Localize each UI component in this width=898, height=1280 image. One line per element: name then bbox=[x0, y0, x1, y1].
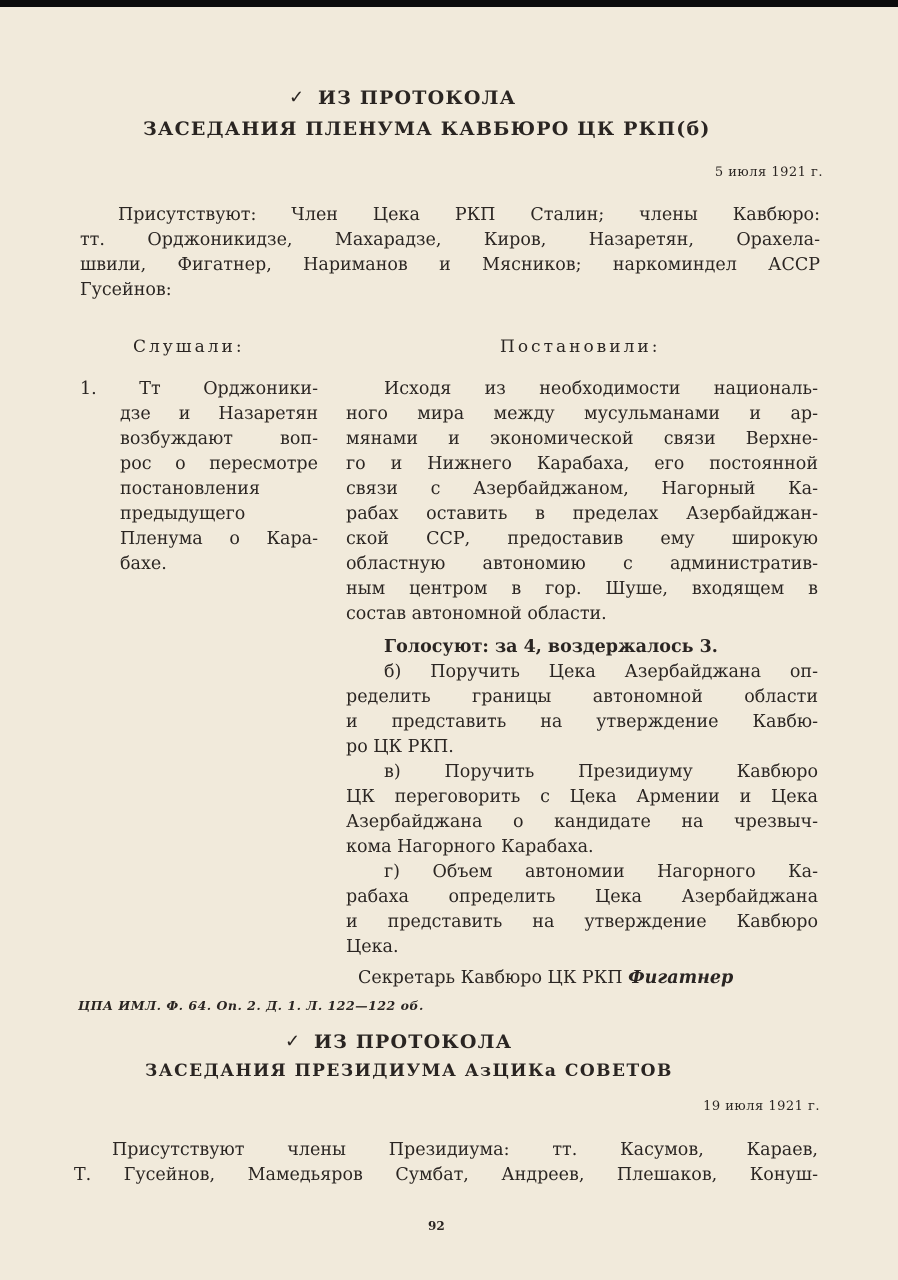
resolved-line: ным центром в гор. Шуше, входящем в bbox=[346, 579, 818, 599]
archive-reference: ЦПА ИМЛ. Ф. 64. Оп. 2. Д. 1. Л. 122—122 об. bbox=[78, 998, 424, 1013]
heard-line: возбуждают воп- bbox=[120, 429, 318, 449]
doc1-date: 5 июля 1921 г. bbox=[714, 165, 823, 180]
resolved-line: состав автономной области. bbox=[346, 604, 607, 624]
heard-line: Пленума о Кара- bbox=[120, 529, 318, 549]
item-b-line: б) Поручить Цека Азербайджана оп- bbox=[384, 662, 818, 682]
resolved-line: областную автономию с административ- bbox=[346, 554, 818, 574]
item-v-line: кома Нагорного Карабаха. bbox=[346, 837, 594, 857]
present-line: тт. Орджоникидзе, Махарадзе, Киров, Назаретян, Орахела- bbox=[80, 230, 820, 250]
item-g-line: г) Объем автономии Нагорного Ка- bbox=[384, 862, 818, 882]
item-b-line: ро ЦК РКП. bbox=[346, 737, 454, 757]
heard-line: дзе и Назаретян bbox=[120, 404, 318, 424]
present-line: Присутствуют члены Президиума: тт. Касумов, Караев, bbox=[112, 1140, 818, 1160]
heard-line: предыдущего bbox=[120, 504, 246, 524]
item-g-line: и представить на утверждение Кавбюро bbox=[346, 912, 818, 932]
secretary-title: Секретарь Кавбюро ЦК РКП bbox=[358, 968, 623, 988]
secretary-line bbox=[358, 966, 733, 991]
item-v-line: в) Поручить Президиуму Кавбюро bbox=[384, 762, 818, 782]
heard-line: постановления bbox=[120, 479, 261, 499]
item-b-line: и представить на утверждение Кавбю- bbox=[346, 712, 818, 732]
doc1-title-line1: ИЗ ПРОТОКОЛА bbox=[318, 87, 517, 109]
resolved-line: ской ССР, предоставив ему широкую bbox=[346, 529, 818, 549]
top-border bbox=[0, 0, 898, 7]
doc1-present-paragraph bbox=[80, 203, 820, 303]
doc2-date: 19 июля 1921 г. bbox=[703, 1099, 820, 1114]
page-number: 92 bbox=[428, 1219, 445, 1233]
present-line: Присутствуют: Член Цека РКП Сталин; члены Кавбюро: bbox=[118, 205, 820, 225]
item-g-line: рабаха определить Цека Азербайджана bbox=[346, 887, 818, 907]
resolved-line: ного мира между мусульманами и ар- bbox=[346, 404, 818, 424]
item-g-line: Цека. bbox=[346, 937, 399, 957]
document-page bbox=[0, 7, 898, 1280]
resolved-line: мянами и экономической связи Верхне- bbox=[346, 429, 818, 449]
resolved-line: рабах оставить в пределах Азербайджан- bbox=[346, 504, 818, 524]
vote-line: Голосуют: за 4, воздержалось 3. bbox=[384, 637, 718, 657]
resolved-line: Исходя из необходимости националь- bbox=[384, 379, 818, 399]
item-v-line: Азербайджана о кандидате на чрезвыч- bbox=[346, 812, 818, 832]
present-line: Т. Гусейнов, Мамедьяров Сумбат, Андреев, Плешаков, Конуш- bbox=[74, 1165, 818, 1185]
doc2-title-line1: ИЗ ПРОТОКОЛА bbox=[314, 1031, 513, 1053]
heard-line: 1. Тт Орджоники- bbox=[80, 379, 318, 399]
heard-line: бахе. bbox=[120, 554, 167, 574]
checkmark-icon: ✓ bbox=[285, 1031, 301, 1052]
item-b-line: ределить границы автономной области bbox=[346, 687, 818, 707]
secretary-name: Фигатнер bbox=[628, 968, 734, 988]
present-line: швили, Фигатнер, Нариманов и Мясников; наркоминдел АССР bbox=[80, 255, 820, 275]
item-v-line: ЦК переговорить с Цека Армении и Цека bbox=[346, 787, 818, 807]
resolved-line: го и Нижнего Карабаха, его постоянной bbox=[346, 454, 818, 474]
col-heading-heard: Слушали: bbox=[133, 337, 245, 357]
heard-line: рос о пересмотре bbox=[120, 454, 318, 474]
heard-column bbox=[80, 377, 318, 577]
col-heading-resolved: Постановили: bbox=[500, 337, 661, 357]
doc2-present-paragraph bbox=[74, 1138, 818, 1188]
resolved-column bbox=[346, 377, 818, 960]
resolved-line: связи с Азербайджаном, Нагорный Ка- bbox=[346, 479, 818, 499]
checkmark-icon: ✓ bbox=[289, 87, 305, 108]
present-line: Гусейнов: bbox=[80, 280, 172, 300]
doc2-title-line2: ЗАСЕДАНИЯ ПРЕЗИДИУМА АзЦИКа СОВЕТОВ bbox=[145, 1061, 673, 1081]
doc1-title-line2: ЗАСЕДАНИЯ ПЛЕНУМА КАВБЮРО ЦК РКП(б) bbox=[143, 118, 711, 140]
